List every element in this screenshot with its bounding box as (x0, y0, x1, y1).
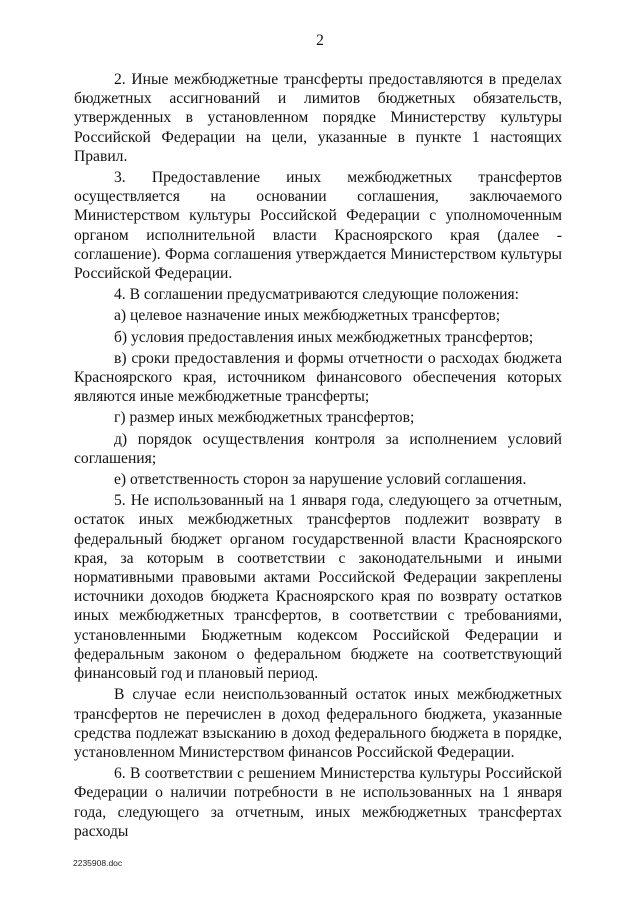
paragraph-5-continuation: В случае если неиспользованный остаток иных межбюджетных трансфертов не перечислен в доход федерального бюджета, указанные средства подлежат взысканию в доход федерального бюджета в порядке, установленном Министерством финансов Российской Федерации. (74, 686, 562, 761)
list-item-b: б) условия предоставления иных межбюджетных трансфертов; (114, 328, 534, 346)
list-item-v: в) сроки предоставления и формы отчетности о расходах бюджета Красноярского края, источником финансового обеспечения которых являются иные межбюджетные трансферты; (74, 349, 562, 406)
paragraph-2: 2. Иные межбюджетные трансферты предоставляются в пределах бюджетных ассигнований и лимитов бюджетных обязательств, утвержденных в установленном порядке Министерству культуры Российской Федерации на цели, указанные в пункте 1 настоящих Правил. (74, 71, 562, 165)
list-item-e: е) ответственность сторон за нарушение условий соглашения. (114, 471, 527, 489)
paragraph-3: 3. Предоставление иных межбюджетных трансфертов осуществляется на основании соглашения, заключаемого Министерством культуры Российской Федерации с уполномоченным органом исполнительной власти Красноярского края (далее - соглашение). Форма соглашения утверждается Министерством культуры Российской Федерации. (74, 169, 562, 283)
paragraph-5: 5. Не использованный на 1 января года, следующего за отчетным, остаток иных межбюджетных трансфертов подлежит возврату в федеральный бюджет органом государственной власти Красноярского края, за которым в соответствии с законодательными и иными нормативными правовыми актами Российской Федерации закреплены источники доходов бюджета Красноярского края по возврату остатков иных межбюджетных трансфертов, в соответствии с требованиями, установленными Бюджетным кодексом Российской Федерации и федеральным законом о федеральном бюджете на соответствующий финансовый год и плановый период. (74, 492, 562, 683)
page-number: 2 (316, 32, 324, 49)
list-item-d: д) порядок осуществления контроля за исполнением условий соглашения; (74, 430, 562, 467)
list-item-a: а) целевое назначение иных межбюджетных трансфертов; (114, 307, 501, 325)
list-item-g: г) размер иных межбюджетных трансфертов; (114, 409, 415, 427)
document-body (74, 70, 562, 843)
paragraph-4: 4. В соглашении предусматриваются следующие положения: (114, 286, 520, 304)
paragraph-6: 6. В соответствии с решением Министерства культуры Российской Федерации о наличии потребности в не использованных на 1 января года, следующего за отчетным, иных межбюджетных трансфертах расходы (74, 765, 562, 840)
footer-filename: 2235908.doc (73, 858, 123, 868)
